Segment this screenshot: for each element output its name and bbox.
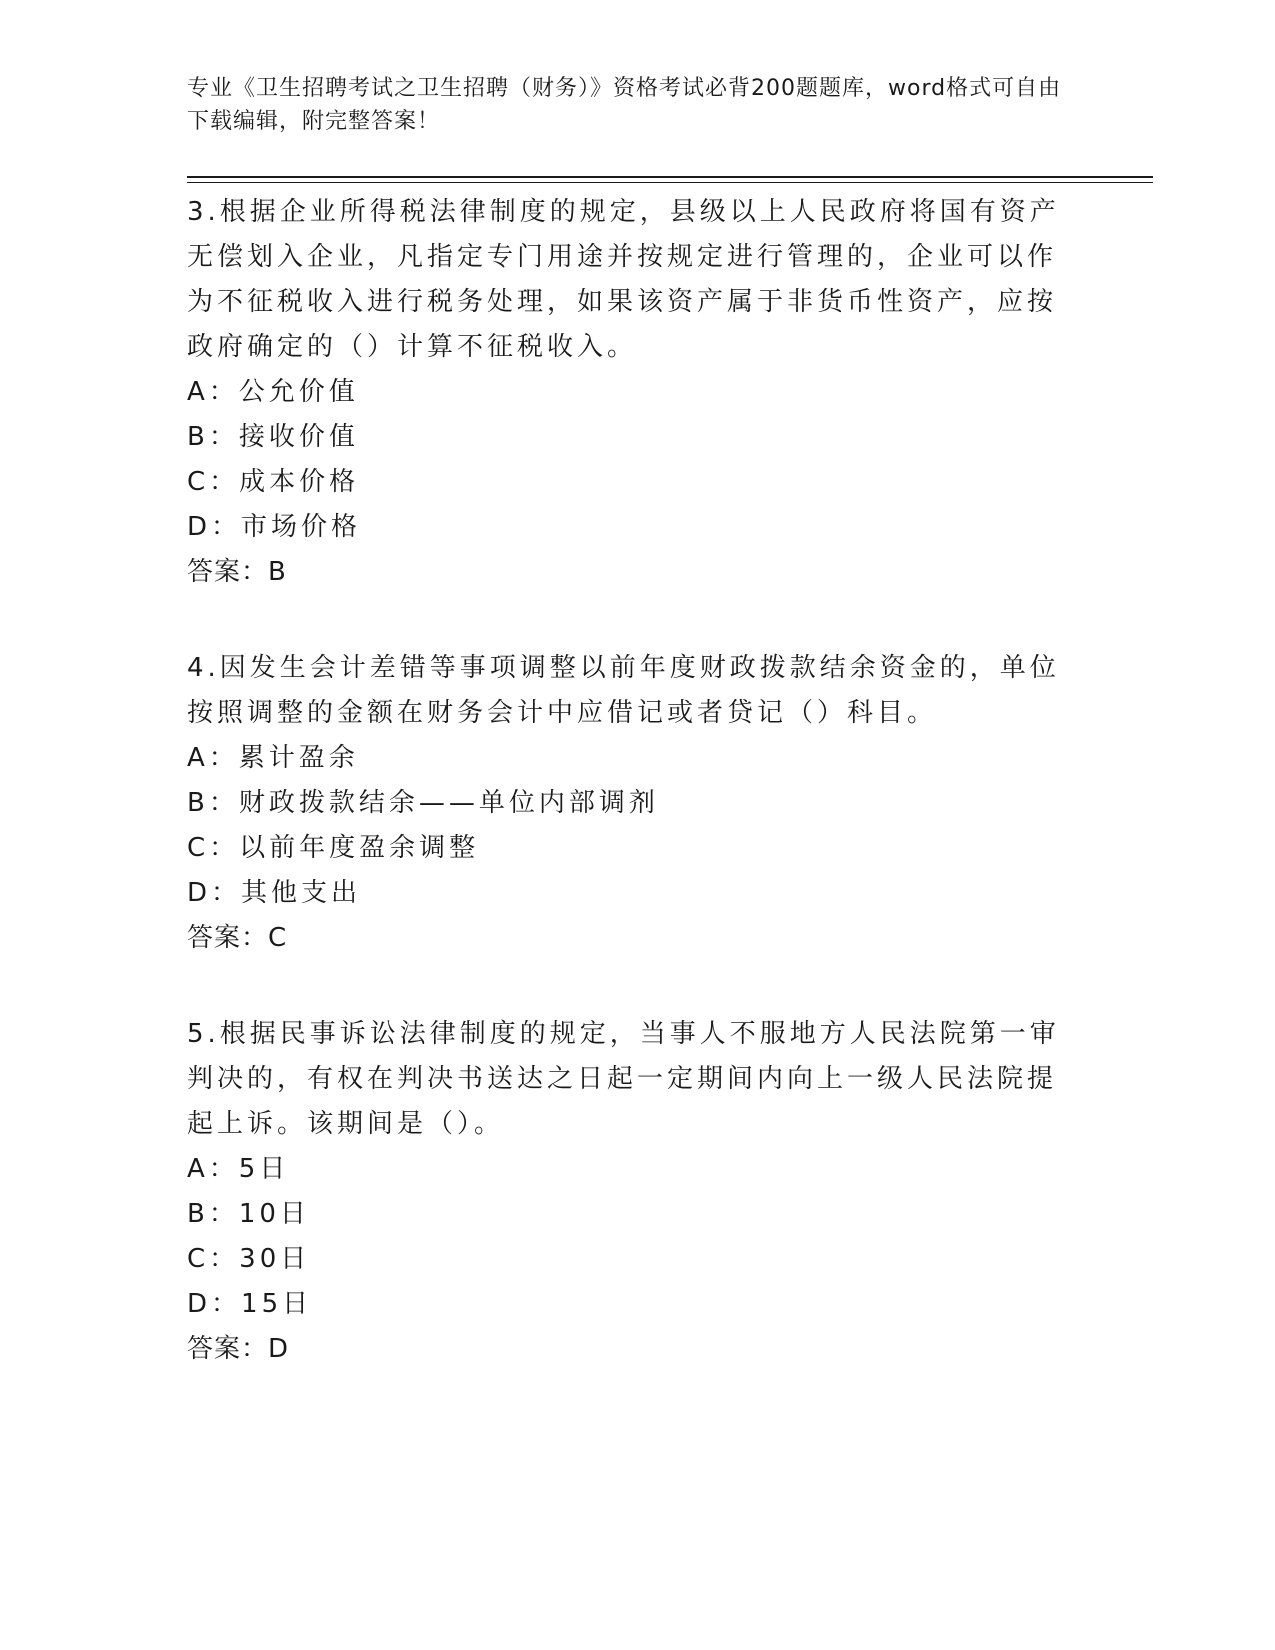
question-3 bbox=[187, 190, 1067, 595]
header-divider-thick bbox=[187, 176, 1153, 178]
option-b: B：10日 bbox=[187, 1199, 310, 1229]
question-list bbox=[187, 190, 1067, 1423]
answer-line bbox=[187, 1327, 1067, 1372]
option-d: D：15日 bbox=[187, 1289, 313, 1319]
option-b: B：接收价值 bbox=[187, 422, 359, 452]
option-b: B：财政拨款结余——单位内部调剂 bbox=[187, 788, 659, 818]
document-header: 专业《卫生招聘考试之卫生招聘（财务）》资格考试必背200题题库，word格式可自由下载编辑，附完整答案！ bbox=[187, 76, 1062, 134]
question-stem: 4.因发生会计差错等事项调整以前年度财政拨款结余资金的，单位按照调整的金额在财务会计中应借记或者贷记（）科目。 bbox=[187, 653, 1060, 728]
answer-label: 答案： bbox=[187, 1334, 269, 1364]
question-stem: 3.根据企业所得税法律制度的规定，县级以上人民政府将国有资产无偿划入企业，凡指定专门用途并按规定进行管理的，企业可以作为不征税收入进行税务处理，如果该资产属于非货币性资产，应按政府确定的（）计算不征税收入。 bbox=[187, 197, 1060, 362]
answer-label: 答案： bbox=[187, 923, 269, 953]
option-d: D：市场价格 bbox=[187, 512, 362, 542]
option-a: A：公允价值 bbox=[187, 377, 359, 407]
answer-value: D bbox=[268, 1334, 290, 1364]
answer-value: B bbox=[268, 557, 287, 587]
option-c: C：成本价格 bbox=[187, 467, 360, 497]
answer-value: C bbox=[268, 923, 288, 953]
option-a: A：5日 bbox=[187, 1154, 290, 1184]
question-stem: 5.根据民事诉讼法律制度的规定，当事人不服地方人民法院第一审判决的，有权在判决书送达之日起一定期间内向上一级人民法院提起上诉。该期间是（）。 bbox=[187, 1019, 1060, 1139]
answer-line bbox=[187, 550, 1067, 595]
question-4 bbox=[187, 646, 1067, 961]
option-a: A：累计盈余 bbox=[187, 743, 359, 773]
answer-label: 答案： bbox=[187, 557, 269, 587]
header-divider-thin bbox=[187, 182, 1153, 183]
option-c: C：30日 bbox=[187, 1244, 311, 1274]
question-5 bbox=[187, 1012, 1067, 1372]
option-d: D：其他支出 bbox=[187, 878, 362, 908]
answer-line bbox=[187, 916, 1067, 961]
option-c: C：以前年度盈余调整 bbox=[187, 833, 480, 863]
